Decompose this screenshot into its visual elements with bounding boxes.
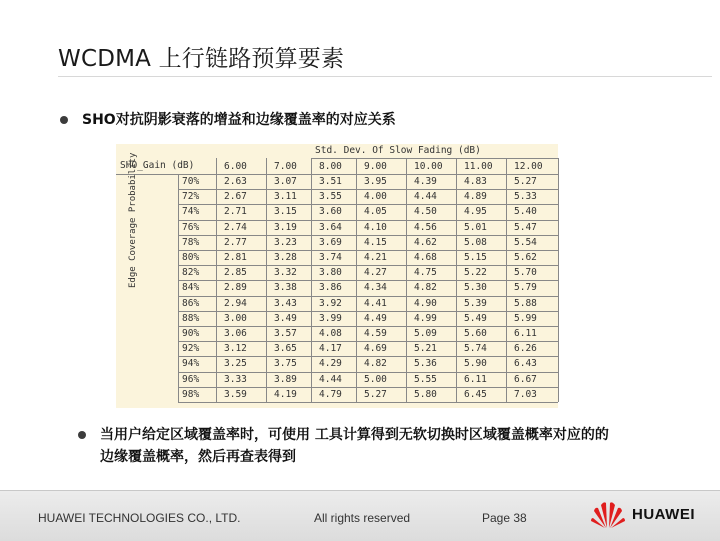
grid-line (356, 158, 357, 402)
footer-rights: All rights reserved (314, 511, 411, 525)
column-header: 10.00 (414, 161, 443, 172)
table-cell: 5.90 (464, 358, 487, 370)
table-cell: 4.19 (274, 388, 297, 400)
row-probability: 86% (182, 297, 200, 309)
row-probability: 70% (182, 176, 200, 187)
bullet-dot-icon (60, 116, 68, 124)
table-cell: 3.86 (319, 282, 342, 294)
row-probability: 98% (182, 388, 200, 400)
table-cell: 4.95 (464, 206, 487, 218)
table-cell: 4.89 (464, 191, 487, 203)
table-cell: 2.74 (224, 221, 247, 233)
table-cell: 4.75 (414, 267, 437, 279)
table-cell: 3.28 (274, 252, 297, 263)
grid-line (178, 204, 558, 205)
table-cell: 4.10 (364, 221, 387, 233)
grid-line (178, 280, 558, 281)
row-probability: 84% (182, 282, 200, 294)
grid-line (178, 220, 558, 221)
grid-line (116, 174, 558, 175)
table-cell: 3.74 (319, 252, 342, 263)
table-cell: 2.94 (224, 297, 247, 309)
grid-line (178, 402, 558, 403)
row-axis-label: Edge Coverage Probability (128, 152, 138, 288)
grid-line (178, 356, 558, 357)
table-cell: 5.01 (464, 221, 487, 233)
table-cell: 5.39 (464, 297, 487, 309)
table-cell: 5.00 (364, 373, 387, 385)
grid-line (178, 372, 558, 373)
table-cell: 5.09 (414, 328, 437, 339)
table-cell: 3.43 (274, 297, 297, 309)
table-cell: 3.15 (274, 206, 297, 218)
grid-line (311, 158, 312, 402)
row-probability: 74% (182, 206, 200, 218)
slide-title: WCDMA 上行链路预算要素 (58, 46, 345, 72)
table-cell: 5.21 (414, 343, 437, 355)
row-probability: 72% (182, 191, 200, 203)
column-header: 8.00 (319, 161, 342, 172)
table-cell: 4.69 (364, 343, 387, 355)
table-cell: 3.92 (319, 297, 342, 309)
table-cell: 4.68 (414, 252, 437, 263)
table-cell: 4.83 (464, 176, 487, 187)
table-cell: 4.79 (319, 388, 342, 400)
grid-line (506, 158, 507, 402)
row-probability: 82% (182, 267, 200, 279)
table-cell: 3.51 (319, 176, 342, 187)
table-cell: 5.27 (364, 388, 387, 400)
table-cell: 5.27 (514, 176, 537, 187)
table-cell: 5.08 (464, 236, 487, 248)
grid-line (178, 387, 558, 388)
table-cell: 3.95 (364, 176, 387, 187)
table-cell: 2.89 (224, 282, 247, 294)
corner-label: SHO_Gain (dB) (120, 160, 195, 171)
grid-line (178, 265, 558, 266)
table-cell: 4.29 (319, 358, 342, 370)
table-cell: 3.59 (224, 388, 247, 400)
table-cell: 3.23 (274, 236, 297, 248)
table-cell: 5.40 (514, 206, 537, 218)
table-cell: 4.62 (414, 236, 437, 248)
table-cell: 7.03 (514, 388, 537, 400)
bullet-dot-icon (78, 431, 86, 439)
column-header: 9.00 (364, 161, 387, 172)
row-probability: 94% (182, 358, 200, 370)
row-probability: 96% (182, 373, 200, 385)
table-cell: 4.21 (364, 252, 387, 263)
table-cell: 5.36 (414, 358, 437, 370)
table-cell: 5.49 (464, 312, 487, 324)
grid-line (311, 158, 558, 159)
huawei-logo-icon (590, 499, 626, 529)
table-cell: 5.55 (414, 373, 437, 385)
table-cell: 3.99 (319, 312, 342, 324)
table-cell: 4.27 (364, 267, 387, 279)
table-cell: 4.41 (364, 297, 387, 309)
table-cell: 3.69 (319, 236, 342, 248)
table-cell: 5.47 (514, 221, 537, 233)
row-probability: 80% (182, 252, 200, 263)
table-cell: 5.60 (464, 328, 487, 339)
table-cell: 5.80 (414, 388, 437, 400)
table-cell: 6.67 (514, 373, 537, 385)
huawei-logo-text: HUAWEI (632, 506, 695, 523)
table-cell: 3.64 (319, 221, 342, 233)
column-header: 7.00 (274, 161, 297, 172)
table-cell: 4.05 (364, 206, 387, 218)
footer-page-number: Page 38 (482, 511, 527, 525)
table-cell: 2.85 (224, 267, 247, 279)
table-cell: 4.00 (364, 191, 387, 203)
table-cell: 4.50 (414, 206, 437, 218)
table-cell: 4.82 (414, 282, 437, 294)
table-cell: 3.60 (319, 206, 342, 218)
table-cell: 3.11 (274, 191, 297, 203)
table-cell: 6.11 (514, 328, 537, 339)
grid-line (178, 174, 179, 402)
row-probability: 88% (182, 312, 200, 324)
table-cell: 6.45 (464, 388, 487, 400)
table-cell: 6.43 (514, 358, 537, 370)
row-probability: 78% (182, 236, 200, 248)
grid-line (178, 326, 558, 327)
table-cell: 4.44 (414, 191, 437, 203)
table-cell: 3.33 (224, 373, 247, 385)
table-cell: 4.08 (319, 328, 342, 339)
row-probability: 76% (182, 221, 200, 233)
bullet-text: 当用户给定区域覆盖率时，可使用 工具计算得到无软切换时区域覆盖概率对应的的边缘覆盖概率，然后再查表得到 (100, 427, 609, 465)
bullet-coverage-note (100, 424, 620, 468)
table-cell: 3.49 (274, 312, 297, 324)
table-cell: 3.00 (224, 312, 247, 324)
table-cell: 4.59 (364, 328, 387, 339)
table-cell: 4.56 (414, 221, 437, 233)
table-cell: 5.15 (464, 252, 487, 263)
table-cell: 4.90 (414, 297, 437, 309)
grid-line (178, 189, 558, 190)
column-header: 11.00 (464, 161, 493, 172)
table-cell: 3.07 (274, 176, 297, 187)
table-cell: 4.15 (364, 236, 387, 248)
table-cell: 4.44 (319, 373, 342, 385)
footer-company: HUAWEI TECHNOLOGIES CO., LTD. (38, 511, 241, 525)
table-cell: 3.65 (274, 343, 297, 355)
table-cell: 6.26 (514, 343, 537, 355)
table-cell: 3.80 (319, 267, 342, 279)
title-divider (58, 76, 712, 77)
table-cell: 5.79 (514, 282, 537, 294)
table-cell: 2.81 (224, 252, 247, 263)
table-cell: 5.54 (514, 236, 537, 248)
table-cell: 3.38 (274, 282, 297, 294)
bullet-sho-gain (82, 109, 396, 131)
grid-line (178, 235, 558, 236)
table-cell: 3.19 (274, 221, 297, 233)
table-cell: 2.77 (224, 236, 247, 248)
row-probability: 92% (182, 343, 200, 355)
header-label: Std. Dev. Of Slow Fading (dB) (315, 145, 481, 156)
table-cell: 4.99 (414, 312, 437, 324)
grid-line (178, 250, 558, 251)
table-cell: 5.62 (514, 252, 537, 263)
table-cell: 5.99 (514, 312, 537, 324)
table-cell: 2.63 (224, 176, 247, 187)
footer-bar (0, 490, 720, 541)
grid-line (456, 158, 457, 402)
table-cell: 4.17 (319, 343, 342, 355)
table-cell: 5.22 (464, 267, 487, 279)
table-cell: 3.57 (274, 328, 297, 339)
table-cell: 4.49 (364, 312, 387, 324)
table-cell: 3.12 (224, 343, 247, 355)
table-cell: 3.55 (319, 191, 342, 203)
table-cell: 4.34 (364, 282, 387, 294)
table-cell: 3.25 (224, 358, 247, 370)
column-header: 12.00 (514, 161, 543, 172)
table-cell: 5.70 (514, 267, 537, 279)
table-cell: 5.88 (514, 297, 537, 309)
row-probability: 90% (182, 328, 200, 339)
table-cell: 3.32 (274, 267, 297, 279)
table-cell: 6.11 (464, 373, 487, 385)
table-cell: 2.71 (224, 206, 247, 218)
grid-line (178, 296, 558, 297)
grid-line (178, 341, 558, 342)
grid-line (216, 158, 217, 402)
grid-line (558, 158, 559, 402)
sho-gain-table (116, 144, 558, 408)
table-cell: 5.74 (464, 343, 487, 355)
table-cell: 5.30 (464, 282, 487, 294)
table-cell: 2.67 (224, 191, 247, 203)
grid-line (266, 158, 267, 402)
bullet-text: SHO对抗阴影衰落的增益和边缘覆盖率的对应关系 (82, 112, 396, 128)
table-cell: 3.89 (274, 373, 297, 385)
table-cell: 5.33 (514, 191, 537, 203)
grid-line (178, 311, 558, 312)
grid-line (406, 158, 407, 402)
table-cell: 3.75 (274, 358, 297, 370)
table-cell: 3.06 (224, 328, 247, 339)
table-cell: 4.82 (364, 358, 387, 370)
table-cell: 4.39 (414, 176, 437, 187)
column-header: 6.00 (224, 161, 247, 172)
